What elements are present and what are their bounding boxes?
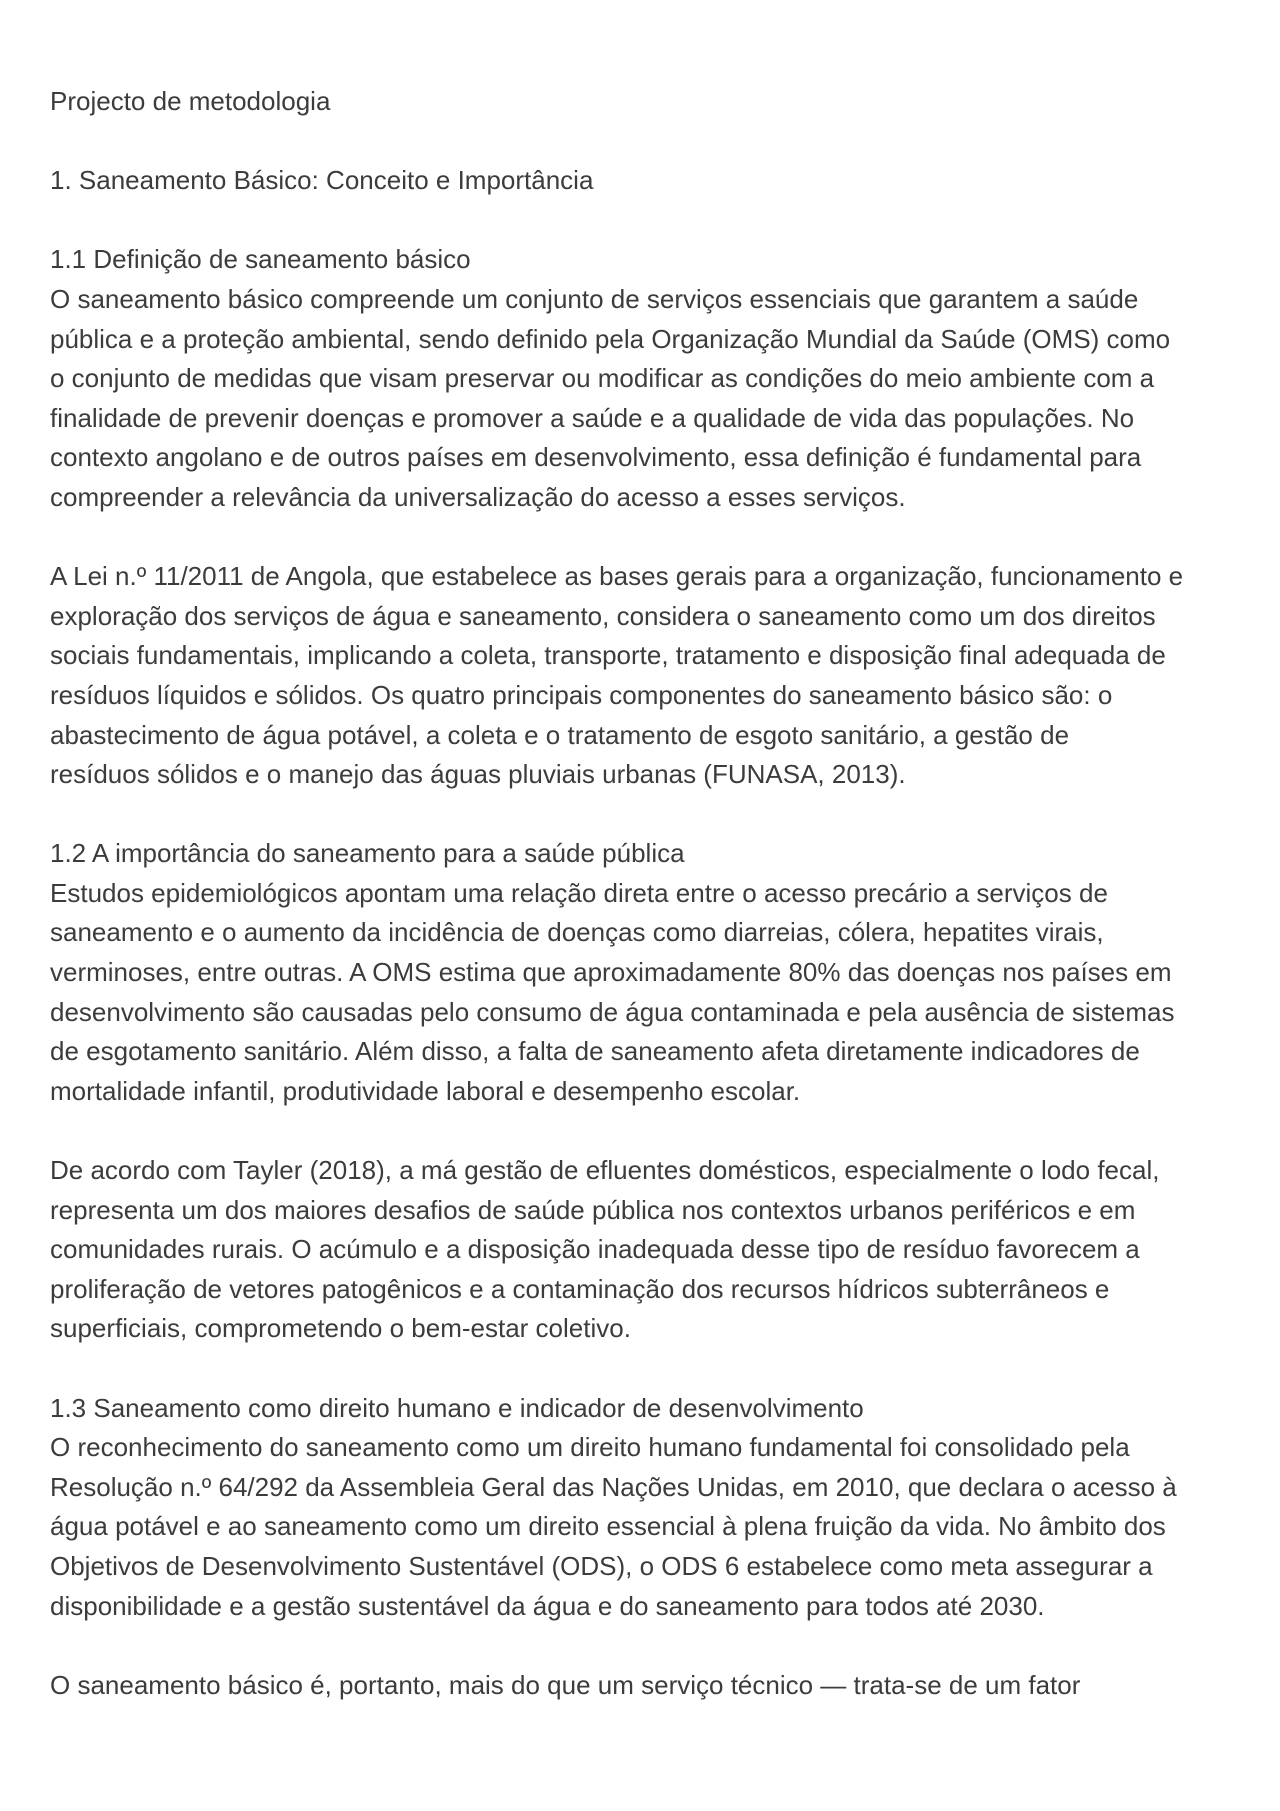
paragraph-line: Estudos epidemiológicos apontam uma relação direta entre o acesso precário a serviços de <box>50 877 1108 908</box>
paragraph-line: sociais fundamentais, implicando a coleta, transporte, tratamento e disposição final adequada de <box>50 640 1166 671</box>
paragraph-line: A Lei n.º 11/2011 de Angola, que estabelece as bases gerais para a organização, funcionamento e <box>50 561 1184 592</box>
paragraph-line: resíduos líquidos e sólidos. Os quatro principais componentes do saneamento básico são: o <box>50 679 1113 710</box>
section-1-2 <box>50 834 1250 1111</box>
document-title: Projecto de metodologia <box>50 86 331 116</box>
paragraph-line: O saneamento básico é, portanto, mais do que um serviço técnico — trata-se de um fator <box>50 1669 1081 1700</box>
subsection-heading: 1.2 A importância do saneamento para a saúde pública <box>50 838 685 869</box>
paragraph-line: pública e a proteção ambiental, sendo definido pela Organização Mundial da Saúde (OMS) como <box>50 323 1171 354</box>
paragraph-line: desenvolvimento são causadas pelo consumo de água contaminada e pela ausência de sistemas <box>50 996 1175 1027</box>
paragraph-line: resíduos sólidos e o manejo das águas pluviais urbanas (FUNASA, 2013). <box>50 759 906 790</box>
paragraph-line: contexto angolano e de outros países em desenvolvimento, essa definição é fundamental para <box>50 442 1142 473</box>
subsection-heading: 1.3 Saneamento como direito humano e indicador de desenvolvimento <box>50 1392 864 1423</box>
section-heading: 1. Saneamento Básico: Conceito e Importância <box>50 165 594 196</box>
section-1-3 <box>50 1389 1250 1627</box>
section-1-1 <box>50 240 1250 517</box>
paragraph-line: mortalidade infantil, produtividade laboral e desempenho escolar. <box>50 1075 801 1106</box>
document-title-block <box>50 82 1250 122</box>
paragraph-line: água potável e ao saneamento como um direito essencial à plena fruição da vida. No âmbito dos <box>50 1511 1166 1542</box>
paragraph-line: O saneamento básico compreende um conjunto de serviços essenciais que garantem a saúde <box>50 283 1139 314</box>
paragraph-line: comunidades rurais. O acúmulo e a disposição inadequada desse tipo de resíduo favorecem a <box>50 1234 1140 1265</box>
section-1-1-paragraph-2 <box>50 557 1250 795</box>
paragraph-line: de esgotamento sanitário. Além disso, a falta de saneamento afeta diretamente indicadores de <box>50 1036 1140 1067</box>
paragraph-line: compreender a relevância da universalização do acesso a esses serviços. <box>50 481 906 512</box>
section-1-heading-block <box>50 161 1250 201</box>
paragraph-line: De acordo com Tayler (2018), a má gestão de efluentes domésticos, especialmente o lodo fecal, <box>50 1155 1160 1186</box>
subsection-heading: 1.1 Definição de saneamento básico <box>50 244 471 275</box>
paragraph-line: Resolução n.º 64/292 da Assembleia Geral das Nações Unidas, em 2010, que declara o acesso à <box>50 1471 1177 1502</box>
paragraph-line: representa um dos maiores desafios de saúde pública nos contextos urbanos periféricos e em <box>50 1194 1136 1225</box>
paragraph-line: verminoses, entre outras. A OMS estima que aproximadamente 80% das doenças nos países em <box>50 957 1172 988</box>
paragraph-line: finalidade de prevenir doenças e promover a saúde e a qualidade de vida das populações. No <box>50 402 1135 433</box>
paragraph-line: abastecimento de água potável, a coleta e o tratamento de esgoto sanitário, a gestão de <box>50 719 1070 750</box>
section-1-3-paragraph-2 <box>50 1666 1250 1706</box>
paragraph-line: proliferação de vetores patogênicos e a contaminação dos recursos hídricos subterrâneos e <box>50 1273 1110 1304</box>
paragraph-line: saneamento e o aumento da incidência de doenças como diarreias, cólera, hepatites virais, <box>50 917 1104 948</box>
paragraph-line: disponibilidade e a gestão sustentável da água e do saneamento para todos até 2030. <box>50 1590 1045 1621</box>
document-page <box>50 82 1250 1705</box>
paragraph-line: exploração dos serviços de água e saneamento, considera o saneamento como um dos direitos <box>50 600 1156 631</box>
paragraph-line: O reconhecimento do saneamento como um direito humano fundamental foi consolidado pela <box>50 1432 1130 1463</box>
paragraph-line: Objetivos de Desenvolvimento Sustentável (ODS), o ODS 6 estabelece como meta assegurar a <box>50 1550 1153 1581</box>
section-1-2-paragraph-2 <box>50 1151 1250 1349</box>
paragraph-line: o conjunto de medidas que visam preservar ou modificar as condições do meio ambiente com a <box>50 363 1155 394</box>
paragraph-line: superficiais, comprometendo o bem-estar coletivo. <box>50 1313 631 1344</box>
